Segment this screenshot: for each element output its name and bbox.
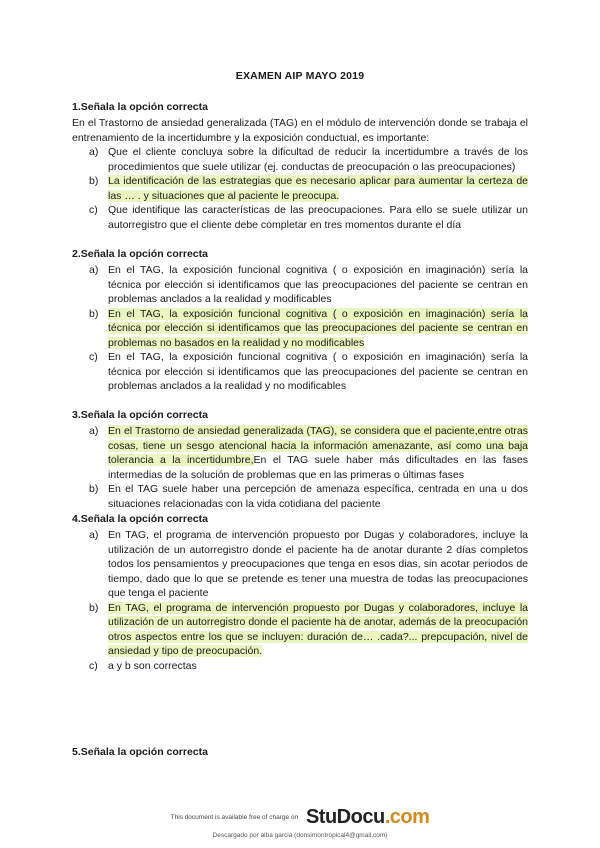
download-attribution: Descargado por alba garcia (donsimontropical4@gmail.com) <box>212 832 388 839</box>
studocu-logo[interactable]: StuDocu.com <box>305 806 430 828</box>
question-4-option-b: b) En TAG, el programa de intervención propuesto por Dugas y colaboradores, incluye la utilización de un autorregistro donde el paciente ha de anotar, además de la preocupación otros aspectos entre los que se incluyen: duración de… .cada?... prepcupación, nivel de ansiedad y tipo de preocupación. <box>89 601 528 657</box>
question-1-options <box>72 145 528 232</box>
question-4-heading: 4.Señala la opción correcta <box>72 513 208 525</box>
page-title: EXAMEN AIP MAYO 2019 <box>235 70 365 82</box>
question-3-options <box>72 424 528 511</box>
availability-note: This document is available free of charge on <box>170 814 299 821</box>
question-3-option-b: b) En el TAG suele haber una percepción de amenaza específica, centrada en una u dos situaciones relacionadas con la vida cotidiana del paciente <box>89 483 528 510</box>
question-5-heading: 5.Señala la opción correcta <box>72 746 208 758</box>
question-1-heading: 1.Señala la opción correcta <box>72 101 208 113</box>
question-2-option-a: a) En el TAG, la exposición funcional cognitiva ( o exposición en imaginación) sería la técnica por elección si identificamos que las preocupaciones del paciente se centran en problemas anclados a la realidad y modificables <box>89 264 528 305</box>
question-4-option-c: c) a y b son correctas <box>89 659 197 672</box>
question-2-options <box>72 263 528 394</box>
question-1-intro: En el Trastorno de ansiedad generalizada (TAG) en el módulo de intervención donde se trabaja el entrenamiento de la incertidumbre y la exposición conductual, es importante: <box>72 117 528 144</box>
question-4-option-a: a) En TAG, el programa de intervención propuesto por Dugas y colaboradores, incluye la utilización de un autorregistro donde el paciente ha de anotar durante 2 días completos todos los pensamientos y preocupaciones que tenga en esos dias, sin acotar periodos de tiempo, dado que lo que se pretende es tener una muestra de todas las preocupaciones que tenga el paciente <box>89 529 528 599</box>
question-1-option-c: c) Que identifique las características de las preocupaciones. Para ello se suele utilizar un autorregistro que el cliente debe completar en tres momentos durante el día <box>89 204 528 231</box>
question-1-option-b: b) La identificación de las estrategias que es necesario aplicar para aumentar la certeza de las … . y situaciones que al paciente le preocupa. <box>89 175 528 202</box>
question-2-option-b: b) En el TAG, la exposición funcional cognitiva ( o exposición en imaginación) sería la técnica por elección si identificamos que las preocupaciones del paciente se centran en problemas no basados en la realidad y no modificables <box>89 307 528 349</box>
question-4-options <box>72 528 528 673</box>
question-2-option-c: c) En el TAG, la exposición funcional cognitiva ( o exposición en imaginación) sería la técnica por elección si identificamos que las preocupaciones del paciente se centran en problemas anclados a la realidad y no modificables <box>89 351 528 392</box>
question-3-option-a: a) En el Trastorno de ansiedad generalizada (TAG), se considera que el paciente,entre otras cosas, tiene un sesgo atencional hacia la información amenazante, así como una baja tolerancia a la incertidumbre,En el TAG suele haber más dificultades en las fases intermedias de la solución de problemas que en las primeras o últimas fases <box>89 425 528 481</box>
studocu-footer <box>0 806 600 829</box>
question-3-heading: 3.Señala la opción correcta <box>72 409 208 421</box>
question-2-heading: 2.Señala la opción correcta <box>72 248 208 260</box>
question-1-option-a: a) Que el cliente concluya sobre la dificultad de reducir la incertidumbre a través de los procedimientos que suele utilizar (ej. conductas de preocupación o las preocupaciones) <box>89 146 528 173</box>
